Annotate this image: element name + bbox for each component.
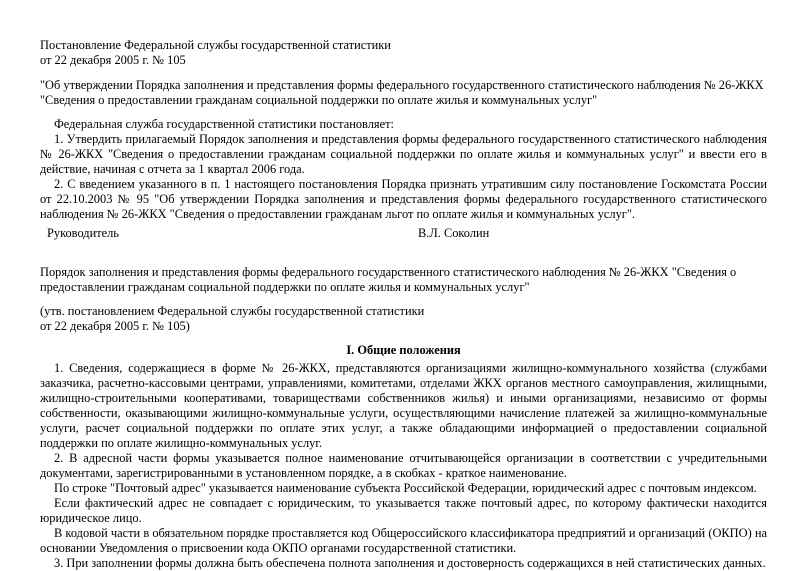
resolution-item-1: 1. Утвердить прилагаемый Порядок заполнения и представления формы федерального государственного статистического наблюдения № 26-ЖКХ "Сведения о предоставлении гражданам социальной поддержки по оплате жилья и коммунальных услуг" и ввести его в действие, начиная с отчета за 1 квартал 2006 года. xyxy=(40,132,767,176)
paragraph: 1. Сведения, содержащиеся в форме № 26-ЖКХ, представляются организациями жилищно-коммунального хозяйства (службами заказчика, расчетно-кассовыми центрами, управлениями, комитетами, отделами ЖКХ органов местного самоуправления, жилищными, жилищно-строительными кооперативами, товариществами собственников жилья) и иными организациями, независимо от формы собственности, оказывающими жилищно-коммунальные услуги, осуществляющими начисление платежей за жилищно-коммунальные услуги, расчет социальной поддержки по оплате этих услуг, а также обладающими информацией о предоставлении социальной поддержки по оплате жилищно-коммунальных услуг. xyxy=(40,361,767,450)
section-title: I. Общие положения xyxy=(346,343,461,357)
paragraph: Если фактический адрес не совпадает с юридическим, то указывается также почтовый адрес, по которому фактически находится юридическое лицо. xyxy=(40,496,767,525)
paragraph: По строке "Почтовый адрес" указывается наименование субъекта Российской Федерации, юридический адрес с почтовым индексом. xyxy=(54,481,757,495)
procedure-title: Порядок заполнения и представления формы федерального государственного статистического наблюдения № 26-ЖКХ "Сведения о предоставлении гражданам социальной поддержки по оплате жилья и коммунальных услуг" xyxy=(40,265,737,294)
paragraph: 3. При заполнении формы должна быть обеспечена полнота заполнения и достоверность содержащихся в ней статистических данных. xyxy=(54,556,766,570)
issuer-line: Постановление Федеральной службы государственной статистики xyxy=(40,38,391,52)
document-heading xyxy=(40,38,767,68)
preamble: Федеральная служба государственной статистики постановляет: xyxy=(54,117,394,131)
resolution-body xyxy=(40,117,767,222)
signer-name: В.Л. Соколин xyxy=(418,226,490,240)
date-number-line: от 22 декабря 2005 г. № 105 xyxy=(40,53,186,67)
paragraph: В кодовой части в обязательном порядке проставляется код Общероссийского классификатора предприятий и организаций (ОКПО) на основании Уведомления о присвоении кода ОКПО органами государственной статистики. xyxy=(40,526,767,555)
paragraph: 2. В адресной части формы указывается полное наименование отчитывающейся организации в соответствии с учредительными документами, зарегистрированными в установленном порядке, а в скобках - краткое наименование. xyxy=(40,451,767,480)
approval-note xyxy=(40,304,767,334)
signer-role: Руководитель xyxy=(47,226,119,240)
section-body xyxy=(40,361,767,571)
signature-block xyxy=(47,226,767,241)
approval-line-2: от 22 декабря 2005 г. № 105) xyxy=(40,319,190,333)
resolution-item-2: 2. С введением указанного в п. 1 настоящего постановления Порядка признать утратившим силу постановление Госкомстата России от 22.10.2003 № 95 "Об утверждении Порядка заполнения и представления формы федерального государственного статистического наблюдения № 26-ЖКХ "Сведения о предоставлении гражданам льгот по оплате жилья и коммунальных услуг". xyxy=(40,177,767,221)
document-subject: "Об утверждении Порядка заполнения и представления формы федерального государственного статистического наблюдения № 26-ЖКХ "Сведения о предоставлении гражданам социальной поддержки по оплате жилья и коммунальных услуг" xyxy=(40,78,764,107)
approval-line-1: (утв. постановлением Федеральной службы государственной статистики xyxy=(40,304,425,318)
